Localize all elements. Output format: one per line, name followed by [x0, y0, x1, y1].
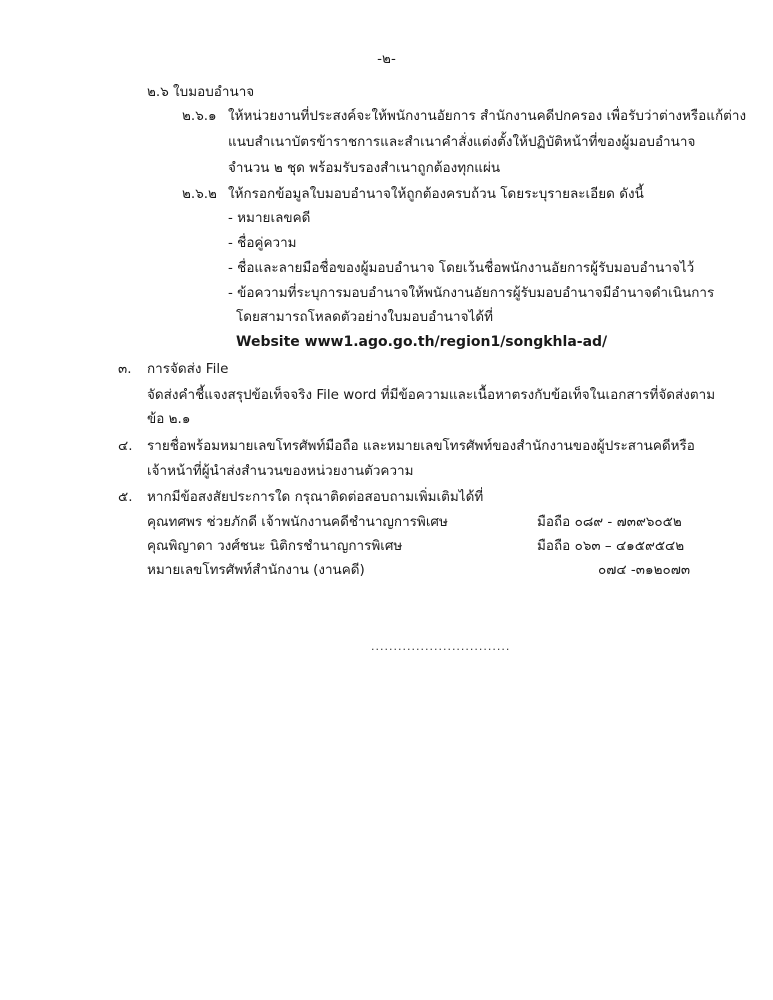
- section-3-number: ๓.: [118, 361, 132, 377]
- item-2-6-2-line-1: ให้กรอกข้อมูลใบมอบอำนาจให้ถูกต้องครบถ้วน โดยระบุรายละเอียด ดังนี้: [228, 186, 644, 202]
- section-4-number: ๔.: [118, 438, 133, 454]
- contact-2-name: คุณพิญาดา วงศ์ชนะ นิติกรชำนาญการพิเศษ: [147, 538, 403, 554]
- contact-1-name: คุณทศพร ช่วยภักดี เจ้าพนักงานคดีชำนาญการพิเศษ: [147, 514, 448, 530]
- bullet-party-name: - ชื่อคู่ความ: [228, 235, 297, 251]
- item-2-6-1-line-2: แนบสำเนาบัตรข้าราชการและสำเนาคำสั่งแต่งตั้งให้ปฏิบัติหน้าที่ของผู้มอบอำนาจ: [228, 134, 696, 150]
- section-3-line-2: ข้อ ๒.๑: [147, 411, 191, 427]
- item-2-6-1-number: ๒.๖.๑: [182, 108, 217, 124]
- section-5-number: ๕.: [118, 489, 133, 505]
- page-number: -๒-: [377, 51, 396, 67]
- bullet-grantor-signature: - ชื่อและลายมือชื่อของผู้มอบอำนาจ โดยเว้นชื่อพนักงานอัยการผู้รับมอบอำนาจไว้: [228, 260, 695, 276]
- item-2-6-2-number: ๒.๖.๒: [182, 186, 217, 202]
- office-phone-label: หมายเลขโทรศัพท์สำนักงาน (งานคดี): [147, 562, 365, 578]
- section-3-title: การจัดส่ง File: [147, 361, 229, 377]
- contact-1-phone: มือถือ ๐๘๙ - ๗๓๙๖๐๕๒: [537, 514, 682, 530]
- section-2-6-heading: ๒.๖ ใบมอบอำนาจ: [147, 84, 255, 100]
- bullet-authority-text: - ข้อความที่ระบุการมอบอำนาจให้พนักงานอัยการผู้รับมอบอำนาจมีอำนาจดำเนินการ: [228, 285, 715, 301]
- section-3-line-1: จัดส่งคำชี้แจงสรุปข้อเท็จจริง File word ที่มีข้อความและเนื้อหาตรงกับข้อเท็จในเอกสารที่จัดส่งตาม: [147, 387, 716, 403]
- bullet-case-number: - หมายเลขคดี: [228, 210, 311, 226]
- download-instruction: โดยสามารถโหลดตัวอย่างใบมอบอำนาจได้ที่: [236, 309, 493, 325]
- closing-dotted-line: ...............................: [371, 640, 511, 653]
- section-4-line-2: เจ้าหน้าที่ผู้นำส่งสำนวนของหน่วยงานตัวความ: [147, 463, 414, 479]
- section-5-line-1: หากมีข้อสงสัยประการใด กรุณาติดต่อสอบถามเพิ่มเติมได้ที่: [147, 489, 484, 505]
- item-2-6-1-line-1: ให้หน่วยงานที่ประสงค์จะให้พนักงานอัยการ สำนักงานคดีปกครอง เพื่อรับว่าต่างหรือแก้ต่าง: [228, 108, 747, 124]
- office-phone-number: ๐๗๔ -๓๑๒๐๗๓: [598, 562, 691, 578]
- website-link: Website www1.ago.go.th/region1/songkhla-ad/: [236, 334, 608, 350]
- section-4-line-1: รายชื่อพร้อมหมายเลขโทรศัพท์มือถือ และหมายเลขโทรศัพท์ของสำนักงานของผู้ประสานคดีหรือ: [147, 438, 695, 454]
- contact-2-phone: มือถือ ๐๖๓ – ๔๑๕๙๕๔๒: [537, 538, 685, 554]
- item-2-6-1-line-3: จำนวน ๒ ชุด พร้อมรับรองสำเนาถูกต้องทุกแผ่น: [228, 160, 501, 176]
